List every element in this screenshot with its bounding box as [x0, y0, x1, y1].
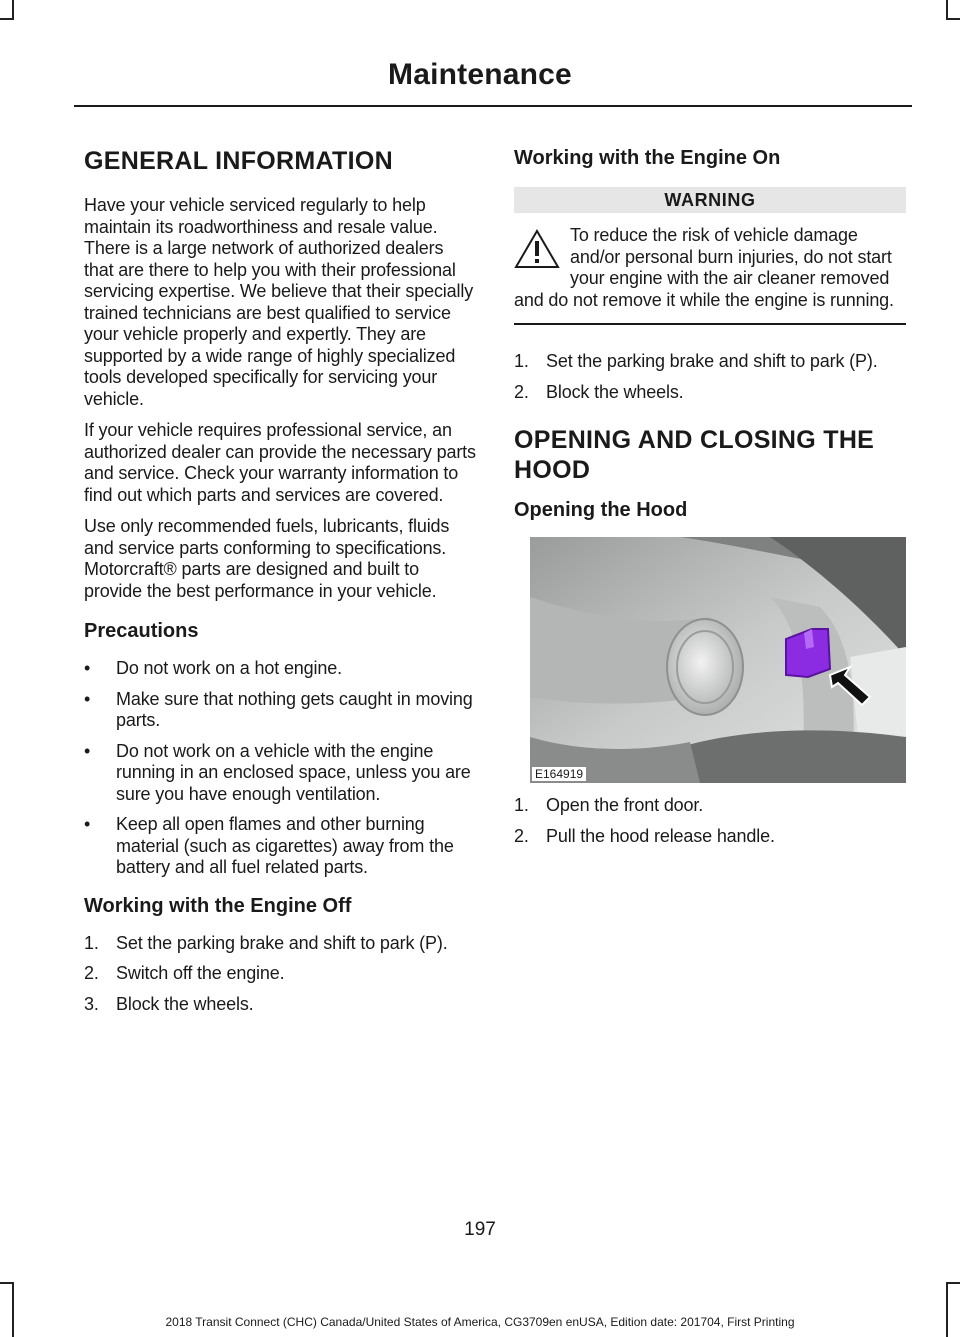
- warning-box: [514, 225, 906, 311]
- warning-banner: WARNING: [514, 187, 906, 213]
- list-item: • Keep all open flames and other burning material (such as cigarettes) away from the battery and all fuel related parts.: [84, 814, 454, 877]
- list-item: 2. Block the wheels.: [514, 381, 684, 402]
- footer-edition-info: 2018 Transit Connect (CHC) Canada/United States of America, CG3709en enUSA, Edition date: 201704, First Printing: [165, 1315, 795, 1329]
- engine-on-heading: Working with the Engine On: [514, 147, 781, 169]
- paragraph: Have your vehicle serviced regularly to help maintain its roadworthiness and resale value. There is a large network of authorized dealers that are there to help you with their professional servicing expertise. We believe that their specially trained technicians are best qualified to service your vehicle properly and expertly. They are supported by a wide range of highly specialized tools developed specifically for servicing your vehicle.: [84, 195, 474, 409]
- page-number: 197: [464, 1219, 496, 1240]
- bullet: •: [84, 688, 91, 709]
- list-item: 2. Switch off the engine.: [84, 963, 285, 983]
- warning-text: To reduce the risk of vehicle damage and/or personal burn injuries, do not start your engine with the air cleaner removed and do not remove it while the engine is running.: [514, 225, 894, 310]
- crop-mark: [946, 0, 948, 20]
- header-divider: [74, 105, 912, 107]
- hood-heading: OPENING AND CLOSING THE HOOD: [514, 426, 875, 484]
- crop-mark: [0, 18, 14, 20]
- paragraph: Use only recommended fuels, lubricants, fluids and service parts conforming to specifications. Motorcraft® parts are designed and built to provide the best performance in your vehicle.: [84, 516, 450, 601]
- general-information-heading: GENERAL INFORMATION: [84, 147, 393, 175]
- hood-release-figure: [530, 537, 906, 783]
- list-item: • Do not work on a vehicle with the engine running in an enclosed space, unless you are sure you have enough ventilation.: [84, 740, 471, 804]
- warning-divider: [514, 323, 906, 325]
- engine-off-heading: Working with the Engine Off: [84, 894, 352, 917]
- engine-off-steps: [84, 933, 476, 1016]
- opening-hood-steps: [514, 795, 906, 847]
- bullet: •: [84, 814, 91, 834]
- list-item: • Do not work on a hot engine.: [84, 658, 342, 678]
- right-column: [514, 145, 906, 861]
- hood-release-illustration: [530, 537, 906, 783]
- crop-mark: [946, 1282, 960, 1284]
- bullet: •: [84, 740, 91, 761]
- crop-mark: [0, 1282, 14, 1284]
- list-item: 2. Pull the hood release handle.: [514, 825, 775, 846]
- bullet: •: [84, 658, 91, 678]
- list-item: 1. Set the parking brake and shift to park (P).: [84, 932, 448, 953]
- list-item: 3. Block the wheels.: [84, 993, 254, 1014]
- engine-on-steps: [514, 351, 906, 403]
- list-item: • Make sure that nothing gets caught in moving parts.: [84, 688, 473, 730]
- list-item: 1. Open the front door.: [514, 795, 704, 815]
- left-column: [84, 145, 476, 1029]
- list-item: 1. Set the parking brake and shift to park (P).: [514, 351, 878, 371]
- page-title: Maintenance: [388, 58, 572, 91]
- precautions-heading: Precautions: [84, 620, 199, 642]
- opening-hood-heading: Opening the Hood: [514, 499, 688, 521]
- precautions-list: [84, 658, 476, 879]
- crop-mark: [12, 0, 14, 20]
- figure-code: E164919: [532, 767, 586, 781]
- paragraph: If your vehicle requires professional service, an authorized dealer can provide the necessary parts and service. Check your warranty information to find out which parts and services are covered.: [84, 420, 476, 505]
- warning-triangle-icon: [514, 229, 560, 269]
- crop-mark: [946, 18, 960, 20]
